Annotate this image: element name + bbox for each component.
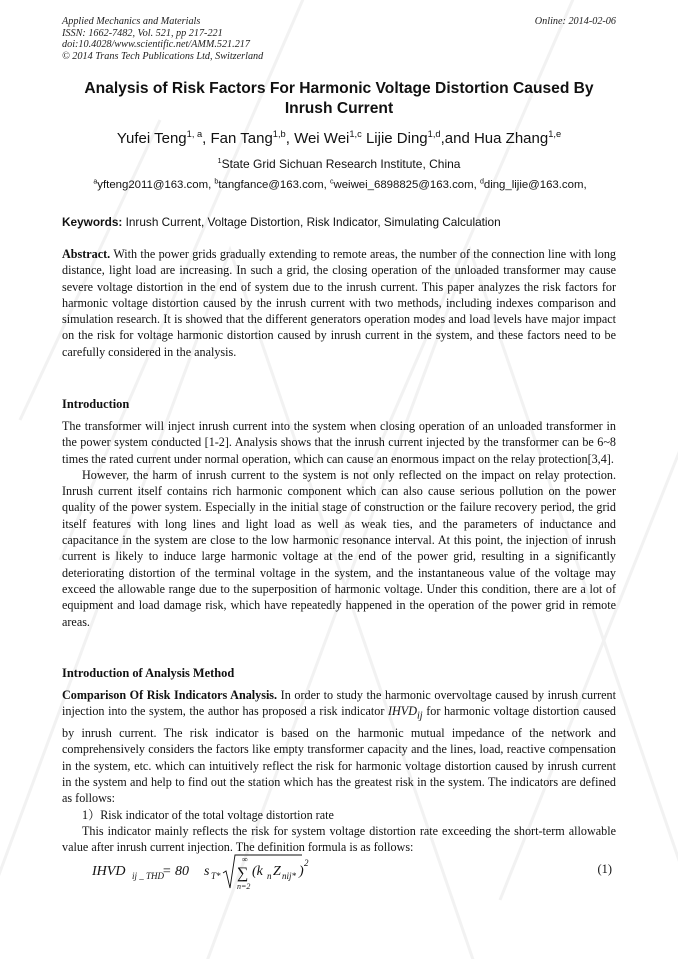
email-address: yfteng2011@163.com, bbox=[97, 179, 215, 191]
affiliation: $^1$State Grid Sichuan Research Institute, China bbox=[217, 156, 461, 171]
journal-copyright: © 2014 Trans Tech Publications Ltd, Switzerland bbox=[62, 50, 264, 62]
paragraph: This indicator mainly reflects the risk for system voltage distortion rate exceeding the short-term allowable value after inrush current injection. The definition formula is as follows: bbox=[62, 823, 616, 855]
author-name: Yufei Teng bbox=[116, 130, 187, 147]
paragraph: Comparison Of Risk Indicators Analysis. In order to study the harmonic overvoltage caused by inrush current injection into the system, the author has proposed a risk indicator $IHVD_{ij}$ for harmonic voltage distortion caused by inrush current. The risk indicator is based on the harmonic mutual impedance of the network and comprehensively considers the factors like empty transformer capacity and the lines, load, reactive compensation in the system, etc. which can intuitively reflect the risk for harmonic voltage distortion caused by inrush current in the system and help to find out the station which has the greatest risk in the system. The indicators are defined as follows: bbox=[62, 688, 616, 806]
abstract-text: With the power grids gradually extending to remote areas, the number of the connection line with long distance, light load are increasing. In such a grid, the closing operation of the unloaded transformer may cause severe voltage distortion in the end of system due to the inrush current. This paper analyzes the risk factors for harmonic voltage distortion caused by the inrush current with two methods, including indexes comparison and simulation research. It is showed that the different generators operation modes and load levels have major impact on the risk for voltage harmonic distortion caused by inrush current in the system, and these factors need to be carefully considered in the analysis. bbox=[62, 247, 616, 359]
author-name: Hua Zhang bbox=[473, 130, 549, 147]
journal-issn: ISSN: 1662-7482, Vol. 521, pp 217-221 bbox=[62, 27, 223, 39]
equation-1 bbox=[92, 853, 392, 893]
journal-name: Applied Mechanics and Materials bbox=[62, 16, 201, 27]
author-affil-mark: 1, a bbox=[186, 128, 203, 139]
sum-sigma: ∑ bbox=[237, 865, 249, 882]
equation-s-sub: T* bbox=[211, 871, 221, 881]
indicator-symbol: $IHVD_{ij}$ bbox=[387, 704, 423, 722]
paper-title: Analysis of Risk Factors For Harmonic Voltage Distortion Caused By Inrush Current bbox=[84, 80, 594, 117]
author-name: Lijie Ding bbox=[365, 130, 428, 147]
abstract-label: Abstract. bbox=[62, 247, 111, 261]
paragraph: However, the harm of inrush current to the system is not only reflected on the impact on relay protection. Inrush current itself contains rich harmonic component which can also cause serious pollution on the power quality of the power system. Especially in the initial stage of construction or the failure recovery period, the grid itself features with long lines and light load as well as weak ties, and the parameters of inductance and capacitance in the system are close to the low harmonic resonance interval. At this point, the injection of inrush current is likely to induce large harmonic voltage at the end of the power grid, resulting in a significantly deteriorating distortion of the terminal voltage in the system, and the instantaneous value of the voltage may exceed the allowable range due to the superposition of harmonic voltage. Under this condition, there are a lot of equipment and load damage risk, which have repeatedly happened in the operation of the power grid in remote areas. bbox=[62, 467, 616, 629]
equation-z-sub: nij* bbox=[282, 871, 297, 881]
keywords-label: Keywords: bbox=[62, 215, 123, 229]
author-affil-mark: 1,d bbox=[427, 128, 441, 139]
equation-lhs-sub: ij _ THD bbox=[132, 871, 165, 881]
equation-s: s bbox=[204, 864, 210, 879]
journal-doi: doi:10.4028/www.scientific.net/AMM.521.217 bbox=[62, 39, 250, 50]
author-name: Wei Wei bbox=[294, 130, 350, 147]
list-item: 1）Risk indicator of the total voltage distortion rate bbox=[82, 807, 334, 822]
section-heading-introduction: Introduction bbox=[62, 397, 130, 411]
subsection-lead: Comparison Of Risk Indicators Analysis. bbox=[62, 688, 278, 702]
equation-lhs: IHVD bbox=[92, 864, 126, 879]
equation-term-open: (k bbox=[252, 864, 263, 879]
author-list: Yufei Teng$^{1, a}$, Fan Tang$^{1,b}$, Wei Wei$^{1,c}$ Lijie Ding$^{1,d}$,and Hua Zhang$^{1,e}$ bbox=[116, 128, 562, 147]
keywords bbox=[62, 215, 616, 229]
sum-lower-limit: n=2 bbox=[237, 882, 251, 891]
email-address: weiwei_6898825@163.com, bbox=[333, 179, 480, 191]
equation-term-close: ) bbox=[299, 864, 304, 879]
equation-z: Z bbox=[273, 864, 281, 879]
equation-k-sub: n bbox=[267, 871, 272, 881]
equation-power: 2 bbox=[304, 858, 309, 868]
keywords-text: Inrush Current, Voltage Distortion, Risk Indicator, Simulating Calculation bbox=[122, 215, 501, 229]
author-affil-mark: 1,b bbox=[272, 128, 286, 139]
introduction-body bbox=[62, 418, 616, 630]
author-affil-mark: 1,e bbox=[548, 128, 562, 139]
email-address: tangfance@163.com, bbox=[218, 179, 330, 191]
online-date: Online: 2014-02-06 bbox=[534, 16, 616, 27]
email-list: $^a$yfteng2011@163.com, $^b$tangfance@163.com, $^c$weiwei_6898825@163.com, $^d$ding_lijie@163.com, bbox=[93, 178, 587, 191]
paragraph: The transformer will inject inrush current into the system when closing operation of an unloaded transformer in the power system conducted [1-2]. Analysis shows that the inrush current injected by the transformer can be 6~8 times the rated current under normal operation, which can cause an enormous impact on the relay protection[3,4]. bbox=[62, 419, 616, 466]
equation-coefficient: = 80 bbox=[162, 864, 189, 879]
method-body bbox=[62, 687, 616, 855]
email-address: ding_lijie@163.com, bbox=[483, 179, 587, 191]
abstract bbox=[62, 246, 616, 360]
journal-header bbox=[62, 16, 263, 62]
equation-number: (1) bbox=[597, 862, 612, 876]
author-name: Fan Tang bbox=[210, 130, 273, 147]
sum-upper-limit: ∞ bbox=[242, 855, 248, 864]
section-heading-method: Introduction of Analysis Method bbox=[62, 666, 235, 680]
author-affil-mark: 1,c bbox=[349, 128, 362, 139]
